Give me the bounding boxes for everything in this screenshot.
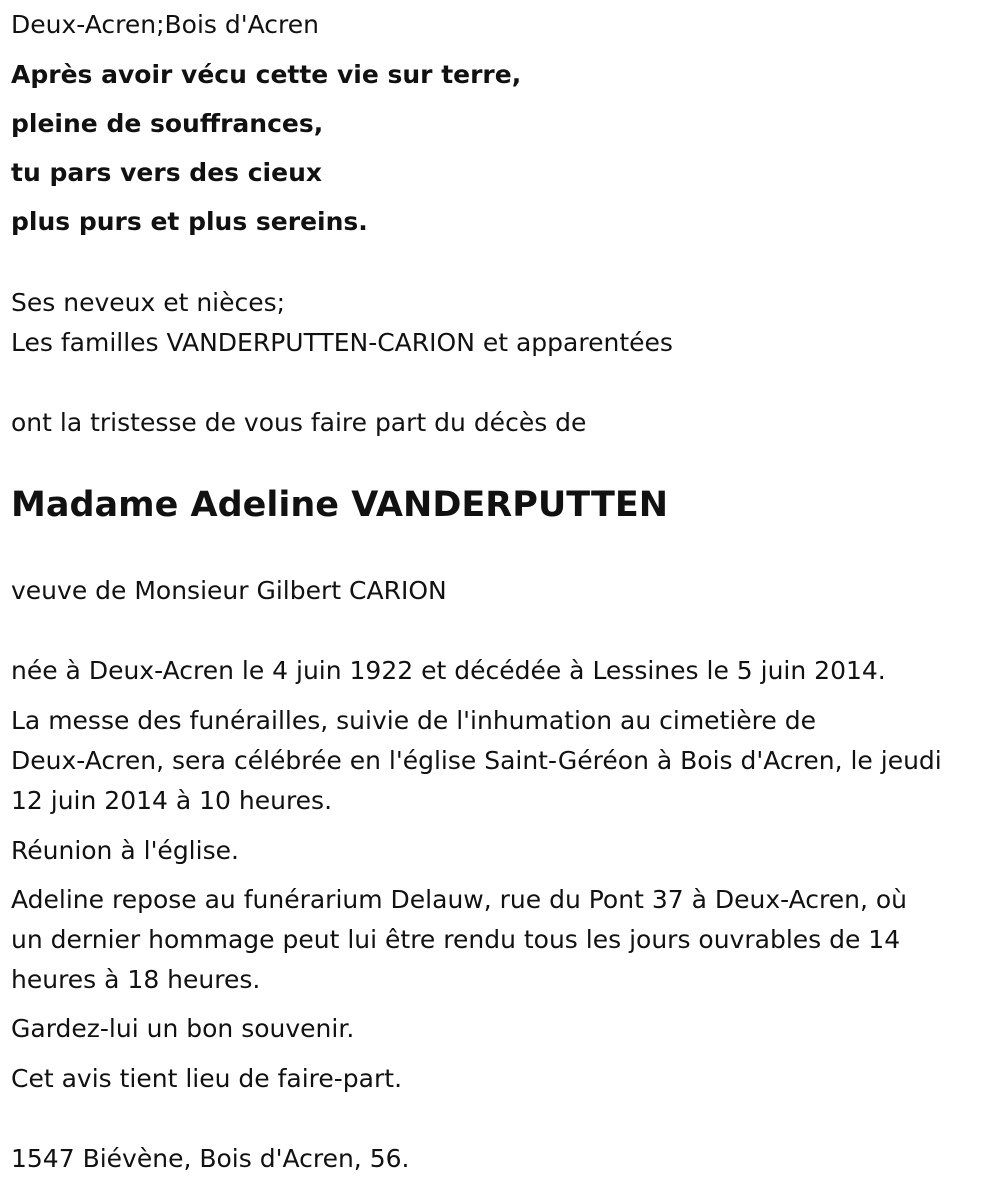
repose-line-2: un dernier hommage peut lui être rendu tous les jours ouvrables de 14 <box>11 925 901 954</box>
family-line-2: Les familles VANDERPUTTEN-CARION et apparentées <box>11 328 673 357</box>
deceased-name: Madame Adeline VANDERPUTTEN <box>11 485 669 525</box>
address-text: 1547 Biévène, Bois d'Acren, 56. <box>11 1144 410 1173</box>
repose-line-3: heures à 18 heures. <box>11 965 261 994</box>
poem-line-3: tu pars vers des cieux <box>11 158 322 187</box>
announcement-text: ont la tristesse de vous faire part du décès de <box>11 408 587 437</box>
funeral-line-2: Deux-Acren, sera célébrée en l'église Saint-Géréon à Bois d'Acren, le jeudi <box>11 746 942 775</box>
spouse-text: veuve de Monsieur Gilbert CARION <box>11 576 447 605</box>
poem-line-4: plus purs et plus sereins. <box>11 207 368 236</box>
poem-line-1: Après avoir vécu cette vie sur terre, <box>11 60 522 89</box>
family-line-1: Ses neveux et nièces; <box>11 288 286 317</box>
meeting-text: Réunion à l'église. <box>11 836 239 865</box>
closing-line-2: Cet avis tient lieu de faire-part. <box>11 1064 403 1093</box>
funeral-line-1: La messe des funérailles, suivie de l'inhumation au cimetière de <box>11 706 816 735</box>
funeral-line-3: 12 juin 2014 à 10 heures. <box>11 786 333 815</box>
poem-line-2: pleine de souffrances, <box>11 109 324 138</box>
closing-line-1: Gardez-lui un bon souvenir. <box>11 1014 355 1043</box>
header-location: Deux-Acren;Bois d'Acren <box>11 10 319 39</box>
birth-death-text: née à Deux-Acren le 4 juin 1922 et décédée à Lessines le 5 juin 2014. <box>11 656 886 685</box>
repose-line-1: Adeline repose au funérarium Delauw, rue du Pont 37 à Deux-Acren, où <box>11 885 907 914</box>
